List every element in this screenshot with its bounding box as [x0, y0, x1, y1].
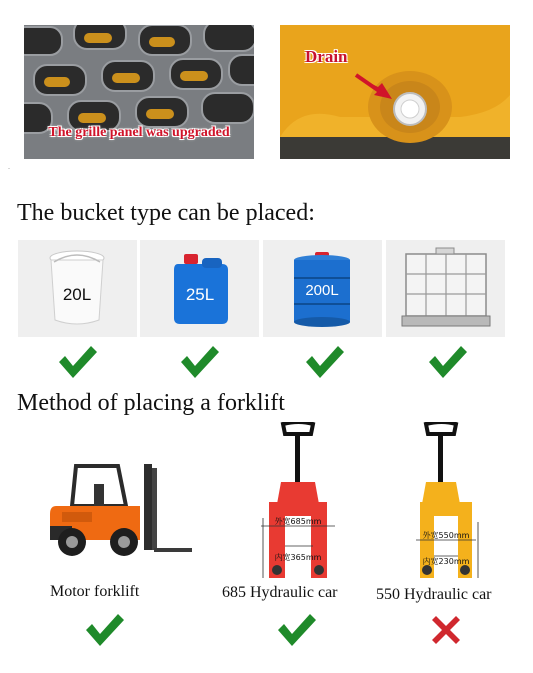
bucket-20l-check-icon [57, 344, 99, 380]
grille-caption: The grille panel was upgraded [48, 125, 230, 140]
bucket-tile-20l [18, 240, 137, 337]
forklift-caption-685: 685 Hydraulic car [222, 584, 338, 601]
grille-panel-photo [24, 25, 254, 159]
forklift-caption-550: 550 Hydraulic car [376, 586, 492, 603]
bucket-section-title: The bucket type can be placed: [17, 200, 315, 226]
truck-550-inner-width: 内宽230mm [422, 557, 470, 566]
truck-685-inner-width: 内宽365mm [274, 553, 322, 562]
drain-photo [280, 25, 510, 159]
bucket-25l-check-icon [179, 344, 221, 380]
motor-forklift-icon [48, 462, 194, 562]
bucket-ibc-check-icon [427, 344, 469, 380]
bucket-label-200l: 200L [305, 282, 339, 299]
motor-forklift-check-icon [84, 612, 126, 648]
blue-drum-icon [263, 240, 382, 337]
hydraulic-550-cross-icon [428, 612, 464, 648]
blue-jerrycan-icon [140, 240, 259, 337]
truck-550-outer-width: 外宽550mm [422, 531, 470, 540]
forklift-section-title: Method of placing a forklift [17, 390, 285, 416]
truck-685-outer-width: 外宽685mm [274, 517, 322, 526]
bucket-tile-25l [140, 240, 259, 337]
drain-plug-image [280, 25, 510, 159]
stray-dot: . [8, 162, 10, 171]
hydraulic-685-check-icon [276, 612, 318, 648]
forklift-caption-motor: Motor forklift [50, 583, 140, 600]
bucket-label-20l: 20L [62, 285, 92, 304]
white-pail-icon [18, 240, 137, 337]
bucket-tile-200l [263, 240, 382, 337]
drain-label: Drain [305, 47, 348, 66]
bucket-tile-ibc [386, 240, 505, 337]
bucket-label-25l: 25L [185, 285, 215, 304]
hydraulic-truck-685-icon [255, 422, 341, 582]
ibc-tote-icon [386, 240, 505, 337]
hydraulic-truck-550-icon [412, 422, 492, 582]
bucket-200l-check-icon [304, 344, 346, 380]
